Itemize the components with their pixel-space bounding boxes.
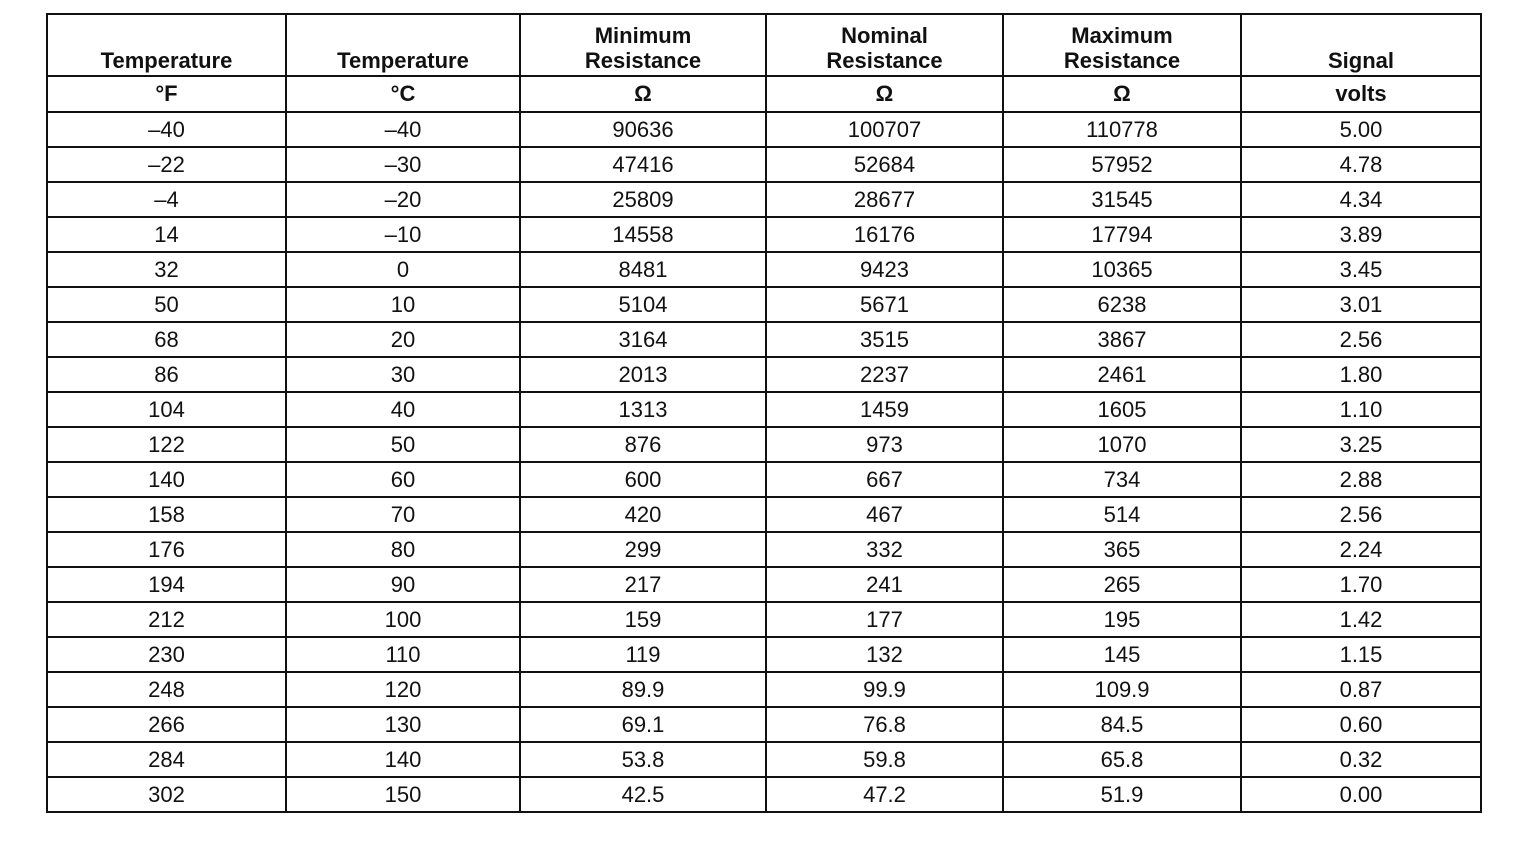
max-resistance-cell: 84.5 [1003, 707, 1241, 742]
signal-cell: 1.70 [1241, 567, 1481, 602]
min-resistance-cell: 1313 [520, 392, 766, 427]
temp-c-cell: 110 [286, 637, 520, 672]
table-row [47, 672, 1481, 707]
min-resistance-cell: 119 [520, 637, 766, 672]
signal-cell: 4.34 [1241, 182, 1481, 217]
table-body [47, 112, 1481, 812]
temp-c-cell: 0 [286, 252, 520, 287]
header-line-1: Minimum [594, 23, 692, 48]
signal-cell: 5.00 [1241, 112, 1481, 147]
max-resistance-cell: 2461 [1003, 357, 1241, 392]
temp-f-cell: 176 [47, 532, 286, 567]
min-resistance-cell: 600 [520, 462, 766, 497]
nominal-resistance-cell: 52684 [766, 147, 1003, 182]
temp-c-cell: 70 [286, 497, 520, 532]
min-resistance-cell: 299 [520, 532, 766, 567]
temp-f-cell: 122 [47, 427, 286, 462]
signal-cell: 0.87 [1241, 672, 1481, 707]
nominal-resistance-cell: 76.8 [766, 707, 1003, 742]
nominal-resistance-cell: 467 [766, 497, 1003, 532]
table-row [47, 357, 1481, 392]
temp-f-cell: 284 [47, 742, 286, 777]
min-resistance-cell: 3164 [520, 322, 766, 357]
header-signal [1241, 14, 1481, 76]
signal-cell: 3.89 [1241, 217, 1481, 252]
max-resistance-cell: 365 [1003, 532, 1241, 567]
temp-f-cell: 104 [47, 392, 286, 427]
header-line-2: Resistance [826, 48, 943, 73]
nominal-resistance-cell: 9423 [766, 252, 1003, 287]
temp-f-cell: 194 [47, 567, 286, 602]
max-resistance-cell: 109.9 [1003, 672, 1241, 707]
temp-c-cell: –40 [286, 112, 520, 147]
table-row [47, 217, 1481, 252]
table-row [47, 777, 1481, 812]
table-row [47, 112, 1481, 147]
signal-cell: 0.60 [1241, 707, 1481, 742]
header-maximum-resistance [1003, 14, 1241, 76]
max-resistance-cell: 6238 [1003, 287, 1241, 322]
signal-cell: 4.78 [1241, 147, 1481, 182]
unit-row [47, 76, 1481, 112]
nominal-resistance-cell: 667 [766, 462, 1003, 497]
table-row [47, 322, 1481, 357]
header-nominal-resistance [766, 14, 1003, 76]
signal-cell: 3.45 [1241, 252, 1481, 287]
table-row [47, 462, 1481, 497]
nominal-resistance-cell: 59.8 [766, 742, 1003, 777]
nominal-resistance-cell: 241 [766, 567, 1003, 602]
temp-f-cell: 266 [47, 707, 286, 742]
unit-ohm-nominal: Ω [766, 76, 1003, 112]
signal-cell: 2.88 [1241, 462, 1481, 497]
temp-c-cell: 40 [286, 392, 520, 427]
temp-c-cell: 30 [286, 357, 520, 392]
table-row [47, 637, 1481, 672]
nominal-resistance-cell: 332 [766, 532, 1003, 567]
temp-f-cell: –4 [47, 182, 286, 217]
temp-f-cell: 140 [47, 462, 286, 497]
table-row [47, 532, 1481, 567]
table-row [47, 427, 1481, 462]
min-resistance-cell: 42.5 [520, 777, 766, 812]
header-line-2: Temperature [100, 48, 233, 73]
table-row [47, 497, 1481, 532]
temp-f-cell: 32 [47, 252, 286, 287]
signal-cell: 0.32 [1241, 742, 1481, 777]
max-resistance-cell: 195 [1003, 602, 1241, 637]
temp-f-cell: –40 [47, 112, 286, 147]
temp-c-cell: 50 [286, 427, 520, 462]
table-row [47, 287, 1481, 322]
max-resistance-cell: 265 [1003, 567, 1241, 602]
nominal-resistance-cell: 2237 [766, 357, 1003, 392]
temp-f-cell: 14 [47, 217, 286, 252]
min-resistance-cell: 53.8 [520, 742, 766, 777]
temp-c-cell: 150 [286, 777, 520, 812]
min-resistance-cell: 69.1 [520, 707, 766, 742]
temp-c-cell: –30 [286, 147, 520, 182]
temp-c-cell: 120 [286, 672, 520, 707]
resistance-table [46, 13, 1482, 813]
table-row [47, 707, 1481, 742]
temp-c-cell: 90 [286, 567, 520, 602]
nominal-resistance-cell: 177 [766, 602, 1003, 637]
unit-ohm-max: Ω [1003, 76, 1241, 112]
nominal-resistance-cell: 16176 [766, 217, 1003, 252]
min-resistance-cell: 90636 [520, 112, 766, 147]
signal-cell: 1.42 [1241, 602, 1481, 637]
max-resistance-cell: 31545 [1003, 182, 1241, 217]
max-resistance-cell: 145 [1003, 637, 1241, 672]
signal-cell: 1.10 [1241, 392, 1481, 427]
nominal-resistance-cell: 973 [766, 427, 1003, 462]
max-resistance-cell: 10365 [1003, 252, 1241, 287]
max-resistance-cell: 17794 [1003, 217, 1241, 252]
signal-cell: 2.56 [1241, 497, 1481, 532]
max-resistance-cell: 3867 [1003, 322, 1241, 357]
min-resistance-cell: 25809 [520, 182, 766, 217]
min-resistance-cell: 5104 [520, 287, 766, 322]
temp-c-cell: 100 [286, 602, 520, 637]
unit-volts: volts [1241, 76, 1481, 112]
nominal-resistance-cell: 132 [766, 637, 1003, 672]
min-resistance-cell: 876 [520, 427, 766, 462]
unit-ohm-min: Ω [520, 76, 766, 112]
max-resistance-cell: 57952 [1003, 147, 1241, 182]
min-resistance-cell: 2013 [520, 357, 766, 392]
temp-c-cell: 20 [286, 322, 520, 357]
header-line-2: Signal [1327, 48, 1394, 73]
header-line-1: Maximum [1071, 23, 1173, 48]
header-line-2: Resistance [584, 48, 702, 73]
temp-f-cell: 50 [47, 287, 286, 322]
temp-f-cell: 68 [47, 322, 286, 357]
max-resistance-cell: 51.9 [1003, 777, 1241, 812]
header-line-2: Temperature [337, 48, 469, 73]
max-resistance-cell: 1605 [1003, 392, 1241, 427]
table-row [47, 392, 1481, 427]
min-resistance-cell: 8481 [520, 252, 766, 287]
unit-fahrenheit: °F [47, 76, 286, 112]
signal-cell: 1.80 [1241, 357, 1481, 392]
nominal-resistance-cell: 5671 [766, 287, 1003, 322]
min-resistance-cell: 14558 [520, 217, 766, 252]
temp-f-cell: 230 [47, 637, 286, 672]
table-row [47, 147, 1481, 182]
temp-c-cell: 130 [286, 707, 520, 742]
nominal-resistance-cell: 100707 [766, 112, 1003, 147]
signal-cell: 2.24 [1241, 532, 1481, 567]
temp-f-cell: 86 [47, 357, 286, 392]
temp-f-cell: 302 [47, 777, 286, 812]
header-temperature-c [286, 14, 520, 76]
signal-cell: 1.15 [1241, 637, 1481, 672]
min-resistance-cell: 47416 [520, 147, 766, 182]
header-line-2: Resistance [1063, 48, 1181, 73]
temp-c-cell: –20 [286, 182, 520, 217]
temp-c-cell: 60 [286, 462, 520, 497]
column-header-row [47, 14, 1481, 76]
min-resistance-cell: 159 [520, 602, 766, 637]
table-row [47, 602, 1481, 637]
table-row [47, 742, 1481, 777]
signal-cell: 3.25 [1241, 427, 1481, 462]
min-resistance-cell: 89.9 [520, 672, 766, 707]
table-row [47, 567, 1481, 602]
temp-f-cell: 158 [47, 497, 286, 532]
signal-cell: 2.56 [1241, 322, 1481, 357]
max-resistance-cell: 65.8 [1003, 742, 1241, 777]
max-resistance-cell: 514 [1003, 497, 1241, 532]
table-header [47, 14, 1481, 112]
header-minimum-resistance [520, 14, 766, 76]
nominal-resistance-cell: 1459 [766, 392, 1003, 427]
min-resistance-cell: 420 [520, 497, 766, 532]
min-resistance-cell: 217 [520, 567, 766, 602]
max-resistance-cell: 1070 [1003, 427, 1241, 462]
table-row [47, 182, 1481, 217]
signal-cell: 3.01 [1241, 287, 1481, 322]
max-resistance-cell: 734 [1003, 462, 1241, 497]
table-row [47, 252, 1481, 287]
temp-c-cell: 80 [286, 532, 520, 567]
temp-f-cell: –22 [47, 147, 286, 182]
nominal-resistance-cell: 3515 [766, 322, 1003, 357]
header-line-1: Nominal [841, 23, 928, 48]
temp-c-cell: 140 [286, 742, 520, 777]
nominal-resistance-cell: 99.9 [766, 672, 1003, 707]
signal-cell: 0.00 [1241, 777, 1481, 812]
temp-c-cell: 10 [286, 287, 520, 322]
temp-c-cell: –10 [286, 217, 520, 252]
max-resistance-cell: 110778 [1003, 112, 1241, 147]
unit-celsius: °C [286, 76, 520, 112]
temp-f-cell: 248 [47, 672, 286, 707]
nominal-resistance-cell: 28677 [766, 182, 1003, 217]
header-temperature-f [47, 14, 286, 76]
nominal-resistance-cell: 47.2 [766, 777, 1003, 812]
temp-f-cell: 212 [47, 602, 286, 637]
